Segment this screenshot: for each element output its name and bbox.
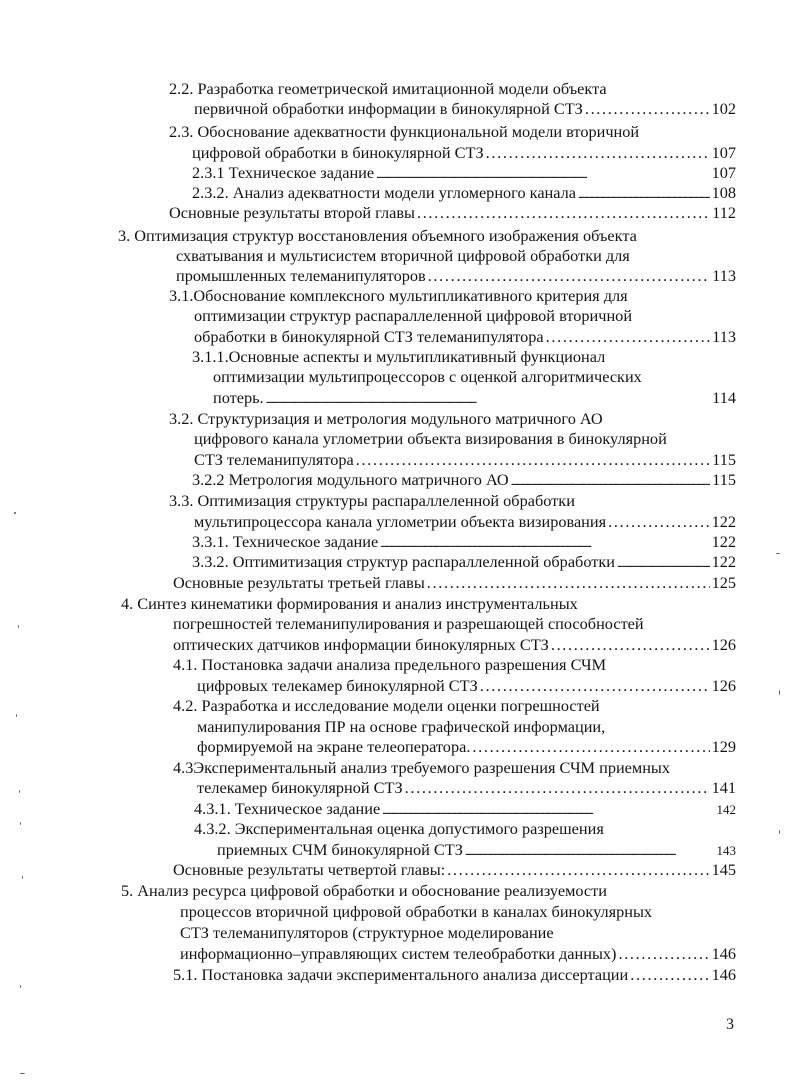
toc-entry	[118, 226, 637, 246]
toc-entry-text: обработки в бинокулярной СТЗ телеманипулятора	[194, 327, 544, 346]
toc-entry-text: оптимизации структур распараллеленной цифровой вторичной	[194, 306, 633, 325]
dot-leader	[380, 532, 709, 552]
scan-speck	[16, 714, 17, 717]
toc-entry-page: 108	[711, 183, 736, 202]
toc-entry	[173, 860, 736, 880]
dot-leader	[551, 635, 710, 655]
toc-entry-page: 125	[711, 573, 736, 592]
toc-entry	[173, 758, 670, 778]
toc-entry	[213, 388, 736, 408]
dot-leader	[427, 573, 710, 593]
toc-entry-page: 115	[712, 470, 736, 489]
toc-entry	[121, 881, 607, 901]
toc-entry-page: 122	[711, 512, 736, 531]
toc-entry	[197, 778, 736, 798]
toc-entry-text: СТЗ телеманипуляторов (структурное моделирование	[180, 923, 554, 942]
toc-entry-text: 3. Оптимизация структур восстановления объемного изображения объекта	[118, 226, 637, 245]
toc-entry	[192, 347, 605, 367]
dot-leader	[417, 203, 710, 223]
toc-entry	[173, 635, 736, 655]
toc-entry-text: 2.3.1 Техническое задание	[192, 163, 375, 182]
toc-entry	[194, 306, 632, 326]
toc-entry	[194, 512, 736, 532]
toc-entry	[213, 367, 642, 387]
toc-entry-page: 102	[711, 99, 736, 118]
toc-entry	[197, 737, 736, 757]
toc-entry	[169, 286, 628, 306]
dot-leader	[447, 860, 709, 880]
toc-entry	[176, 246, 630, 266]
toc-entry-text: 2.3. Обоснование адекватности функциональной модели вторичной	[169, 122, 640, 141]
toc-entry-text: 3.3.2. Оптимитизация структур распараллеленной обработки	[192, 552, 616, 571]
page-number: 3	[726, 1016, 734, 1033]
toc-entry-text: формируемой на экране телеоператора.	[197, 737, 471, 756]
scan-speck	[20, 985, 21, 988]
toc-entry	[194, 429, 667, 449]
toc-entry-text: Основные результаты второй главы	[169, 203, 415, 222]
dot-leader	[428, 266, 710, 286]
toc-entry-text: погрешностей телеманипулирования и разрешающей способностей	[173, 614, 644, 633]
toc-entry-text: информационно–управляющих систем телеобработки данных)	[180, 944, 617, 963]
dot-leader	[480, 676, 710, 696]
toc-entry	[176, 266, 736, 286]
toc-entry	[180, 902, 652, 922]
dot-leader	[618, 944, 709, 964]
toc-entry	[180, 923, 554, 943]
toc-entry-text: 3.1.1.Основные аспекты и мультипликативный функционал	[192, 347, 606, 366]
toc-entry-text: 4.3.2. Экспериментальная оценка допустимого разрешения	[194, 819, 604, 838]
dot-leader	[585, 99, 710, 119]
toc-entry	[173, 655, 606, 675]
toc-entry-text: 2.2. Разработка геометрической имитационной модели объекта	[169, 79, 607, 98]
toc-entry-text: оптимизации мультипроцессоров с оценкой алгоритмических	[213, 367, 642, 386]
toc-entry-page: 122	[711, 532, 736, 551]
scan-speck	[20, 1073, 25, 1074]
toc-entry-text: 4.3.1. Техническое задание	[194, 799, 381, 818]
toc-entry-text: 3.3.1. Техническое задание	[192, 532, 379, 551]
toc-entry-page: 115	[712, 450, 736, 469]
toc-entry-text: 3.1.Обоснование комплексного мультипликативного критерия для	[169, 286, 628, 305]
dot-leader	[511, 470, 710, 490]
toc-entry-text: 4.2. Разработка и исследование модели оценки погрешностей	[173, 696, 600, 715]
toc-entry-page: 141	[711, 778, 736, 797]
toc-entry-text: Основные результаты третьей главы	[173, 573, 425, 592]
toc-entry	[192, 470, 736, 490]
toc-entry-page: 143	[716, 843, 736, 858]
toc-entry	[169, 79, 607, 99]
toc-entry	[197, 676, 736, 696]
toc-entry	[192, 532, 736, 552]
toc-entry	[194, 799, 736, 819]
dot-leader	[405, 778, 710, 798]
toc-entry-page: 146	[711, 944, 736, 963]
toc-entry	[192, 183, 736, 203]
toc-entry-page: 107	[711, 163, 736, 182]
toc-entry-text: приемных СЧМ бинокулярной СТЗ	[217, 840, 463, 859]
dot-leader	[546, 327, 711, 347]
toc-entry-text: цифровых телекамер бинокулярной СТЗ	[197, 676, 478, 695]
toc-entry-text: цифровой обработки в бинокулярной СТЗ	[192, 143, 484, 162]
toc-entry-page: 114	[712, 388, 736, 407]
scan-speck	[20, 822, 21, 825]
toc-entry-text: оптических датчиков информации бинокулярных СТЗ	[173, 635, 549, 654]
toc-entry-text: 4. Синтез кинематики формирования и анализ инструментальных	[121, 594, 578, 613]
toc-entry-page: 126	[711, 635, 736, 654]
scan-speck	[18, 625, 19, 628]
dot-leader	[376, 163, 709, 183]
toc-entry-text: 5. Анализ ресурса цифровой обработки и обоснование реализуемости	[121, 881, 607, 900]
toc-entry-text: телекамер бинокулярной СТЗ	[197, 778, 403, 797]
toc-entry-text: 3.3. Оптимизация структуры распараллеленной обработки	[169, 491, 575, 510]
toc-entry-page: 126	[711, 676, 736, 695]
toc-entry-text: 5.1. Постановка задачи экспериментального анализа диссертации	[173, 965, 629, 984]
toc-entry	[169, 122, 639, 142]
toc-entry-text: манипулирования ПР на основе графической информации,	[197, 717, 606, 736]
scan-speck	[779, 690, 780, 695]
scan-speck	[19, 790, 20, 793]
toc-entry-page: 142	[716, 802, 736, 817]
toc-entry	[194, 99, 736, 119]
dot-leader	[630, 965, 709, 985]
toc-entry-text: 4.3Экспериментальный анализ требуемого разрешения СЧМ приемных	[173, 758, 670, 777]
toc-entry	[121, 594, 578, 614]
toc-entry-text: цифрового канала углометрии объекта визирования в бинокулярной	[194, 429, 667, 448]
toc-entry-text: 2.3.2. Анализ адекватности модели угломерного канала	[192, 183, 576, 202]
toc-entry	[173, 965, 736, 985]
dot-leader	[578, 183, 710, 203]
toc-entry-text: 3.2.2 Метрология модульного матричного АО	[192, 470, 509, 489]
toc-entry-page: 145	[711, 860, 736, 879]
dot-leader	[465, 840, 715, 860]
toc-entry-text: процессов вторичной цифровой обработки в каналах бинокулярных	[180, 902, 653, 921]
toc-entry-text: мультипроцессора канала углометрии объекта визирования	[194, 512, 607, 531]
toc-entry	[173, 614, 644, 634]
toc-entry	[169, 491, 575, 511]
toc-entry-page: 122	[711, 552, 736, 571]
toc-entry	[217, 840, 736, 860]
dot-leader	[382, 799, 714, 819]
toc-entry-text: 4.1. Постановка задачи анализа предельного разрешения СЧМ	[173, 655, 607, 674]
toc-entry	[194, 819, 604, 839]
toc-entry-page: 129	[711, 737, 736, 756]
toc-entry	[180, 944, 736, 964]
toc-entry	[173, 573, 736, 593]
dot-leader	[608, 512, 709, 532]
toc-entry-text: первичной обработки информации в бинокулярной СТЗ	[194, 99, 583, 118]
toc-entry	[192, 552, 736, 572]
toc-entry-text: Основные результаты четвертой главы:	[173, 860, 446, 879]
dot-leader	[266, 388, 711, 408]
scan-speck	[14, 512, 16, 514]
toc-entry-page: 113	[712, 266, 736, 285]
toc-entry	[194, 450, 736, 470]
toc-entry-page: 107	[711, 143, 736, 162]
toc-entry-text: потерь.	[213, 388, 264, 407]
scan-speck	[779, 830, 780, 834]
toc-entry	[173, 696, 600, 716]
dot-leader	[356, 450, 710, 470]
dot-leader	[472, 737, 709, 757]
toc-entry-page: 113	[712, 327, 736, 346]
scan-speck	[776, 553, 780, 554]
toc-entry-text: 3.2. Структуризация и метрология модульного матричного АО	[169, 409, 603, 428]
toc-entry	[192, 143, 736, 163]
toc-entry-text: схватывания и мультисистем вторичной цифровой обработки для	[176, 246, 630, 265]
toc-entry	[169, 409, 603, 429]
toc-entry-text: промышленных телеманипуляторов	[176, 266, 426, 285]
dot-leader	[617, 552, 710, 572]
toc-entry-page: 146	[711, 965, 736, 984]
toc-entry	[192, 163, 736, 183]
toc-entry	[169, 203, 736, 223]
toc-entry-page: 112	[712, 203, 736, 222]
toc-entry	[197, 717, 605, 737]
dot-leader	[486, 143, 710, 163]
toc-entry	[194, 327, 736, 347]
scan-speck	[22, 876, 23, 879]
toc-entry-text: СТЗ телеманипулятора	[194, 450, 354, 469]
